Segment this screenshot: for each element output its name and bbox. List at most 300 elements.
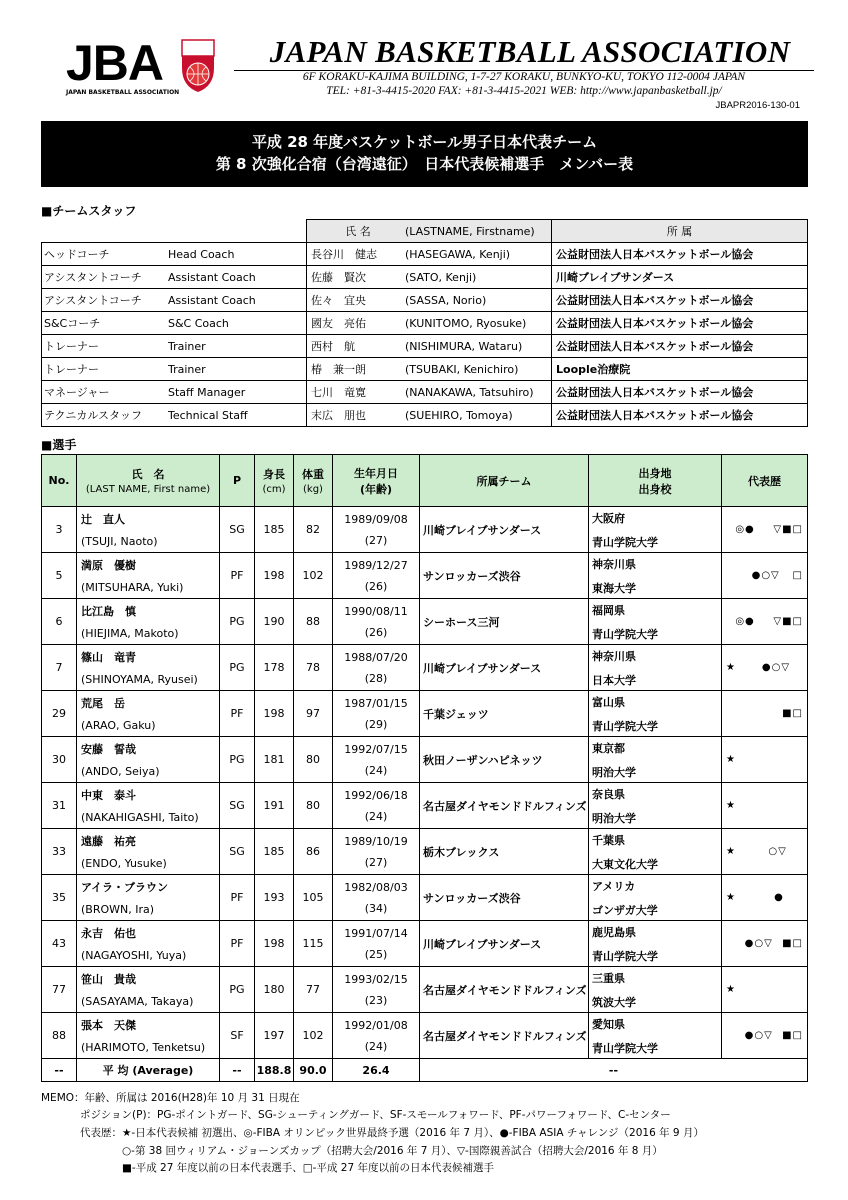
player-weight: 86 xyxy=(294,829,333,875)
staff-name-jp: 西村 航 xyxy=(307,335,406,358)
player-weight: 97 xyxy=(294,691,333,737)
player-name-en: (SASAYAMA, Takaya) xyxy=(81,995,194,1008)
staff-name-jp: 國友 亮佑 xyxy=(307,312,406,335)
career-mark: ●○▽ xyxy=(744,1030,773,1041)
average-height: 188.8 xyxy=(255,1059,294,1082)
staff-name-en: (SATO, Kenji) xyxy=(405,266,552,289)
player-height: 190 xyxy=(255,599,294,645)
staff-row xyxy=(42,312,808,335)
player-age: (27) xyxy=(364,855,388,869)
player-weight: 102 xyxy=(294,1013,333,1059)
staff-role-jp: トレーナー xyxy=(42,335,169,358)
career-mark: □ xyxy=(792,570,803,581)
staff-name-en: (HASEGAWA, Kenji) xyxy=(405,243,552,266)
player-team: サンロッカーズ渋谷 xyxy=(420,875,589,921)
player-birthdate: 1988/07/20 xyxy=(344,650,408,664)
player-name xyxy=(77,599,220,645)
player-dob xyxy=(333,645,420,691)
career-mark: ■□ xyxy=(782,938,803,949)
staff-header-blank xyxy=(42,220,307,243)
player-height: 178 xyxy=(255,645,294,691)
player-name-en: (NAGAYOSHI, Yuya) xyxy=(81,949,187,962)
player-age: (28) xyxy=(364,671,388,685)
average-no: -- xyxy=(42,1059,77,1082)
player-name-jp: 遠藤 祐亮 xyxy=(81,835,136,848)
player-number: 33 xyxy=(42,829,77,875)
memo-career-legend-2: ○-第 38 回ウィリアム・ジョーンズカップ（招聘大会/2016 年 7 月）、▽-国際親善試合（招聘大会/2016 年 8 月） xyxy=(122,1145,663,1157)
player-school: 明治大学 xyxy=(592,811,636,825)
career-mark: ▽■□ xyxy=(773,616,803,627)
player-birthdate: 1992/01/08 xyxy=(344,1018,408,1032)
player-weight: 102 xyxy=(294,553,333,599)
staff-heading: ■チームスタッフ xyxy=(41,204,137,218)
col-team: 所属チーム xyxy=(420,455,589,507)
player-career xyxy=(722,921,808,967)
player-team: 栃木ブレックス xyxy=(420,829,589,875)
player-school: ゴンザガ大学 xyxy=(592,903,658,917)
player-birthplace: 富山県 xyxy=(592,695,625,709)
player-height: 180 xyxy=(255,967,294,1013)
player-name xyxy=(77,691,220,737)
col-weight-unit: (kg) xyxy=(303,484,323,495)
player-origin xyxy=(589,921,722,967)
col-name-jp: 氏 名 xyxy=(131,468,165,481)
player-name-jp: 安藤 誓哉 xyxy=(81,743,136,756)
staff-role-jp: S&Cコーチ xyxy=(42,312,169,335)
staff-name-jp: 末広 朋也 xyxy=(307,404,406,427)
career-mark: ■□ xyxy=(782,1030,803,1041)
player-career xyxy=(722,691,808,737)
staff-affiliation: 公益財団法人日本バスケットボール協会 xyxy=(552,404,808,427)
career-mark: ★ xyxy=(726,662,736,673)
player-position: PG xyxy=(220,599,255,645)
staff-row xyxy=(42,335,808,358)
player-number: 43 xyxy=(42,921,77,967)
col-dob xyxy=(333,455,420,507)
player-weight: 77 xyxy=(294,967,333,1013)
player-dob xyxy=(333,967,420,1013)
col-origin-place: 出身地 xyxy=(638,466,672,480)
player-name-en: (ENDO, Yusuke) xyxy=(81,857,167,870)
staff-header-row xyxy=(42,220,808,243)
player-birthdate: 1991/07/14 xyxy=(344,926,408,940)
player-height: 198 xyxy=(255,553,294,599)
staff-role-en: S&C Coach xyxy=(168,312,307,335)
col-career: 代表歴 xyxy=(722,455,808,507)
staff-affiliation: 公益財団法人日本バスケットボール協会 xyxy=(552,335,808,358)
player-origin xyxy=(589,507,722,553)
player-name xyxy=(77,507,220,553)
player-birthplace: アメリカ xyxy=(592,879,636,893)
career-mark: ★ xyxy=(726,892,736,903)
player-origin xyxy=(589,1013,722,1059)
player-weight: 115 xyxy=(294,921,333,967)
player-name xyxy=(77,1013,220,1059)
player-number: 88 xyxy=(42,1013,77,1059)
player-number: 6 xyxy=(42,599,77,645)
staff-role-jp: ヘッドコーチ xyxy=(42,243,169,266)
player-name-en: (ARAO, Gaku) xyxy=(81,719,156,732)
career-mark: ★ xyxy=(726,800,736,811)
career-mark: ● xyxy=(774,892,784,903)
player-weight: 80 xyxy=(294,783,333,829)
col-height xyxy=(255,455,294,507)
player-career xyxy=(722,599,808,645)
player-weight: 88 xyxy=(294,599,333,645)
player-position: PG xyxy=(220,645,255,691)
player-team: 川崎ブレイブサンダース xyxy=(420,921,589,967)
player-age: (25) xyxy=(364,947,388,961)
career-marks xyxy=(722,846,807,857)
col-height-unit: (cm) xyxy=(262,484,286,495)
player-name-jp: 満原 優樹 xyxy=(81,559,136,572)
memo-career-legend-1: 代表歴：★-日本代表候補 初選出、◎-FIBA オリンピック世界最終予選（2016 年 7 月）、●-FIBA ASIA チャレンジ（2016 年 9 月） xyxy=(80,1127,704,1139)
staff-name-jp: 長谷川 健志 xyxy=(307,243,406,266)
career-marks xyxy=(722,938,807,949)
player-number: 31 xyxy=(42,783,77,829)
player-position: PG xyxy=(220,967,255,1013)
player-name-en: (HARIMOTO, Tenketsu) xyxy=(81,1041,206,1054)
player-career xyxy=(722,783,808,829)
career-mark: ●○▽ xyxy=(744,938,773,949)
player-position: PF xyxy=(220,553,255,599)
player-school: 筑波大学 xyxy=(592,995,636,1009)
career-mark: ●○▽ xyxy=(761,662,791,673)
player-name xyxy=(77,967,220,1013)
staff-role-jp: マネージャー xyxy=(42,381,169,404)
player-position: PG xyxy=(220,737,255,783)
player-row xyxy=(42,829,808,875)
player-dob xyxy=(333,507,420,553)
player-team: 名古屋ダイヤモンドドルフィンズ xyxy=(420,783,589,829)
player-height: 198 xyxy=(255,921,294,967)
col-origin-school: 出身校 xyxy=(638,482,672,496)
player-weight: 105 xyxy=(294,875,333,921)
player-birthplace: 神奈川県 xyxy=(592,649,636,663)
org-contact: TEL: +81-3-4415-2020 FAX: +81-3-4415-2021 WEB: http://www.japanbasketball.jp/ xyxy=(326,85,722,97)
player-age: (26) xyxy=(364,625,388,639)
player-name-en: (SHINOYAMA, Ryusei) xyxy=(81,673,198,686)
player-birthdate: 1982/08/03 xyxy=(344,880,408,894)
career-marks xyxy=(722,662,807,673)
staff-role-jp: テクニカルスタッフ xyxy=(42,404,169,427)
org-title: JAPAN BASKETBALL ASSOCIATION xyxy=(269,34,791,69)
player-row xyxy=(42,967,808,1013)
career-marks xyxy=(722,570,807,581)
career-mark: ★ xyxy=(726,846,736,857)
career-marks xyxy=(722,524,807,535)
document-id: JBAPR2016-130-01 xyxy=(715,100,800,111)
col-pos: P xyxy=(220,455,255,507)
player-team: シーホース三河 xyxy=(420,599,589,645)
player-position: SG xyxy=(220,507,255,553)
staff-name-en: (NISHIMURA, Wataru) xyxy=(405,335,552,358)
staff-row xyxy=(42,381,808,404)
player-row xyxy=(42,691,808,737)
career-marks xyxy=(722,708,807,719)
player-birthplace: 奈良県 xyxy=(592,787,625,801)
player-school: 青山学院大学 xyxy=(592,719,658,733)
player-position: PF xyxy=(220,875,255,921)
player-career xyxy=(722,737,808,783)
player-birthdate: 1989/12/27 xyxy=(344,558,408,572)
staff-table xyxy=(41,219,808,427)
memo-date-note: MEMO：年齢、所属は 2016(H28)年 10 月 31 日現在 xyxy=(41,1092,300,1104)
player-name xyxy=(77,737,220,783)
player-name-jp: 永吉 佑也 xyxy=(81,927,136,940)
player-team: 秋田ノーザンハピネッツ xyxy=(420,737,589,783)
staff-role-jp: トレーナー xyxy=(42,358,169,381)
basketball-badge-icon xyxy=(178,38,218,94)
career-marks xyxy=(722,800,807,811)
player-career xyxy=(722,507,808,553)
player-birthdate: 1993/02/15 xyxy=(344,972,408,986)
staff-name-en: (SASSA, Norio) xyxy=(405,289,552,312)
staff-affiliation: 公益財団法人日本バスケットボール協会 xyxy=(552,289,808,312)
player-age: (24) xyxy=(364,763,388,777)
player-age: (29) xyxy=(364,717,388,731)
player-team: 千葉ジェッツ xyxy=(420,691,589,737)
col-origin xyxy=(589,455,722,507)
player-age: (24) xyxy=(364,809,388,823)
player-height: 185 xyxy=(255,829,294,875)
player-row xyxy=(42,553,808,599)
player-team: 名古屋ダイヤモンドドルフィンズ xyxy=(420,967,589,1013)
player-birthplace: 三重県 xyxy=(592,971,625,985)
player-dob xyxy=(333,783,420,829)
player-birthdate: 1992/07/15 xyxy=(344,742,408,756)
career-mark: ■□ xyxy=(782,708,803,719)
player-name-jp: 荒尾 岳 xyxy=(81,697,125,710)
player-birthplace: 福岡県 xyxy=(592,603,625,617)
player-position: SG xyxy=(220,783,255,829)
player-position: PF xyxy=(220,691,255,737)
player-career xyxy=(722,553,808,599)
player-age: (27) xyxy=(364,533,388,547)
title-line1: 平成 28 年度バスケットボール男子日本代表チーム xyxy=(251,133,598,151)
staff-name-jp: 佐藤 賢次 xyxy=(307,266,406,289)
player-age: (23) xyxy=(364,993,388,1007)
staff-role-en: Staff Manager xyxy=(168,381,307,404)
player-dob xyxy=(333,829,420,875)
player-team: 名古屋ダイヤモンドドルフィンズ xyxy=(420,1013,589,1059)
average-origin: -- xyxy=(420,1059,808,1082)
player-school: 日本大学 xyxy=(592,673,636,687)
player-number: 30 xyxy=(42,737,77,783)
average-weight: 90.0 xyxy=(294,1059,333,1082)
player-name-jp: 中東 泰斗 xyxy=(81,789,136,802)
staff-col-aff: 所 属 xyxy=(552,220,808,243)
staff-role-jp: アシスタントコーチ xyxy=(42,289,169,312)
player-birthplace: 千葉県 xyxy=(592,833,625,847)
player-row xyxy=(42,645,808,691)
player-team: 川崎ブレイブサンダース xyxy=(420,645,589,691)
col-weight-label: 体重 xyxy=(302,468,324,481)
staff-affiliation: 公益財団法人日本バスケットボール協会 xyxy=(552,243,808,266)
col-no: No. xyxy=(42,455,77,507)
memo-career-legend-3: ■-平成 27 年度以前の日本代表選手、□-平成 27 年度以前の日本代表候補選手 xyxy=(122,1162,494,1174)
staff-name-en: (SUEHIRO, Tomoya) xyxy=(405,404,552,427)
staff-role-en: Trainer xyxy=(168,358,307,381)
career-mark: ★ xyxy=(726,754,736,765)
org-address: 6F KORAKU-KAJIMA BUILDING, 1-7-27 KORAKU, BUNKYO-KU, TOKYO 112-0004 JAPAN xyxy=(302,71,746,83)
player-school: 青山学院大学 xyxy=(592,1041,658,1055)
player-row xyxy=(42,599,808,645)
player-name-jp: アイラ・ブラウン xyxy=(81,881,169,894)
player-origin xyxy=(589,645,722,691)
player-weight: 82 xyxy=(294,507,333,553)
player-name-en: (MITSUHARA, Yuki) xyxy=(81,581,184,594)
player-height: 181 xyxy=(255,737,294,783)
player-birthdate: 1990/08/11 xyxy=(344,604,408,618)
player-career xyxy=(722,829,808,875)
player-name-en: (BROWN, Ira) xyxy=(81,903,155,916)
player-team: 川崎ブレイブサンダース xyxy=(420,507,589,553)
player-origin xyxy=(589,691,722,737)
player-number: 7 xyxy=(42,645,77,691)
player-weight: 78 xyxy=(294,645,333,691)
player-school: 東海大学 xyxy=(592,581,636,595)
staff-role-en: Head Coach xyxy=(168,243,307,266)
player-row xyxy=(42,507,808,553)
player-birthdate: 1989/10/19 xyxy=(344,834,408,848)
player-name-jp: 比江島 慎 xyxy=(81,605,136,618)
staff-col-name: 氏 名 xyxy=(307,220,406,243)
staff-row xyxy=(42,289,808,312)
player-name xyxy=(77,875,220,921)
player-birthplace: 鹿児島県 xyxy=(592,925,636,939)
average-pos: -- xyxy=(220,1059,255,1082)
player-age: (34) xyxy=(364,901,388,915)
average-row xyxy=(42,1059,808,1082)
player-number: 5 xyxy=(42,553,77,599)
career-mark: ▽■□ xyxy=(773,524,803,535)
staff-name-en: (KUNITOMO, Ryosuke) xyxy=(405,312,552,335)
player-name xyxy=(77,783,220,829)
player-dob xyxy=(333,553,420,599)
staff-affiliation: 川崎ブレイブサンダース xyxy=(552,266,808,289)
player-row xyxy=(42,1013,808,1059)
career-mark: ○▽ xyxy=(768,846,787,857)
player-origin xyxy=(589,599,722,645)
player-school: 大東文化大学 xyxy=(592,857,658,871)
player-origin xyxy=(589,783,722,829)
player-dob xyxy=(333,1013,420,1059)
average-label: 平 均 (Average) xyxy=(77,1059,220,1082)
player-school: 青山学院大学 xyxy=(592,535,658,549)
col-name xyxy=(77,455,220,507)
players-table xyxy=(41,454,808,1082)
career-marks xyxy=(722,754,807,765)
player-school: 青山学院大学 xyxy=(592,627,658,641)
staff-role-en: Trainer xyxy=(168,335,307,358)
player-name xyxy=(77,921,220,967)
player-row xyxy=(42,737,808,783)
staff-row xyxy=(42,266,808,289)
player-dob xyxy=(333,599,420,645)
player-height: 191 xyxy=(255,783,294,829)
player-team: サンロッカーズ渋谷 xyxy=(420,553,589,599)
player-dob xyxy=(333,737,420,783)
player-school: 明治大学 xyxy=(592,765,636,779)
staff-role-jp: アシスタントコーチ xyxy=(42,266,169,289)
staff-col-name-en: (LASTNAME, Firstname) xyxy=(405,220,552,243)
player-name-jp: 篠山 竜青 xyxy=(81,651,136,664)
player-row xyxy=(42,783,808,829)
staff-role-en: Assistant Coach xyxy=(168,289,307,312)
player-name xyxy=(77,829,220,875)
players-header-row xyxy=(42,455,808,507)
staff-name-jp: 佐々 宜央 xyxy=(307,289,406,312)
player-birthdate: 1987/01/15 xyxy=(344,696,408,710)
player-origin xyxy=(589,967,722,1013)
staff-name-jp: 椿 兼一朗 xyxy=(307,358,406,381)
career-mark: ★ xyxy=(726,984,736,995)
memo-positions: ポジション(P)：PG-ポイントガード、SG-シューティングガード、SF-スモールフォワード、PF-パワーフォワード、C-センター xyxy=(80,1109,671,1121)
player-height: 197 xyxy=(255,1013,294,1059)
player-birthdate: 1989/09/08 xyxy=(344,512,408,526)
player-career xyxy=(722,875,808,921)
player-height: 193 xyxy=(255,875,294,921)
player-row xyxy=(42,921,808,967)
staff-role-en: Assistant Coach xyxy=(168,266,307,289)
player-name-jp: 張本 天傑 xyxy=(81,1019,136,1032)
player-number: 3 xyxy=(42,507,77,553)
career-marks xyxy=(722,892,807,903)
player-dob xyxy=(333,875,420,921)
player-birthplace: 神奈川県 xyxy=(592,557,636,571)
staff-affiliation: 公益財団法人日本バスケットボール協会 xyxy=(552,381,808,404)
player-dob xyxy=(333,691,420,737)
staff-name-en: (TSUBAKI, Kenichiro) xyxy=(405,358,552,381)
col-dob-sub: (年齢) xyxy=(359,482,393,496)
player-birthdate: 1992/06/18 xyxy=(344,788,408,802)
staff-affiliation: 公益財団法人日本バスケットボール協会 xyxy=(552,312,808,335)
player-name-en: (TSUJI, Naoto) xyxy=(81,535,158,548)
player-name xyxy=(77,645,220,691)
jba-logo xyxy=(66,35,226,96)
player-number: 29 xyxy=(42,691,77,737)
player-number: 35 xyxy=(42,875,77,921)
player-name-jp: 笹山 貴哉 xyxy=(81,973,136,986)
staff-name-jp: 七川 竜寛 xyxy=(307,381,406,404)
player-age: (24) xyxy=(364,1039,388,1053)
player-height: 185 xyxy=(255,507,294,553)
career-marks xyxy=(722,1030,807,1041)
title-banner xyxy=(41,121,808,187)
career-mark: ◎● xyxy=(735,616,755,627)
player-position: PF xyxy=(220,921,255,967)
player-origin xyxy=(589,829,722,875)
player-name xyxy=(77,553,220,599)
col-weight xyxy=(294,455,333,507)
player-position: SF xyxy=(220,1013,255,1059)
logo-letters: JBA xyxy=(66,35,164,91)
title-line2: 第 8 次強化合宿（台湾遠征） 日本代表候補選手 メンバー表 xyxy=(215,155,634,173)
player-height: 198 xyxy=(255,691,294,737)
player-origin xyxy=(589,737,722,783)
player-position: SG xyxy=(220,829,255,875)
staff-row xyxy=(42,243,808,266)
player-birthplace: 東京都 xyxy=(592,741,625,755)
col-name-en: (LAST NAME, First name) xyxy=(85,484,211,495)
player-career xyxy=(722,1013,808,1059)
staff-affiliation: Loople治療院 xyxy=(552,358,808,381)
col-height-label: 身長 xyxy=(263,468,285,481)
average-age: 26.4 xyxy=(333,1059,420,1082)
career-mark: ●○▽ xyxy=(751,570,780,581)
players-heading: ■選手 xyxy=(41,438,77,452)
